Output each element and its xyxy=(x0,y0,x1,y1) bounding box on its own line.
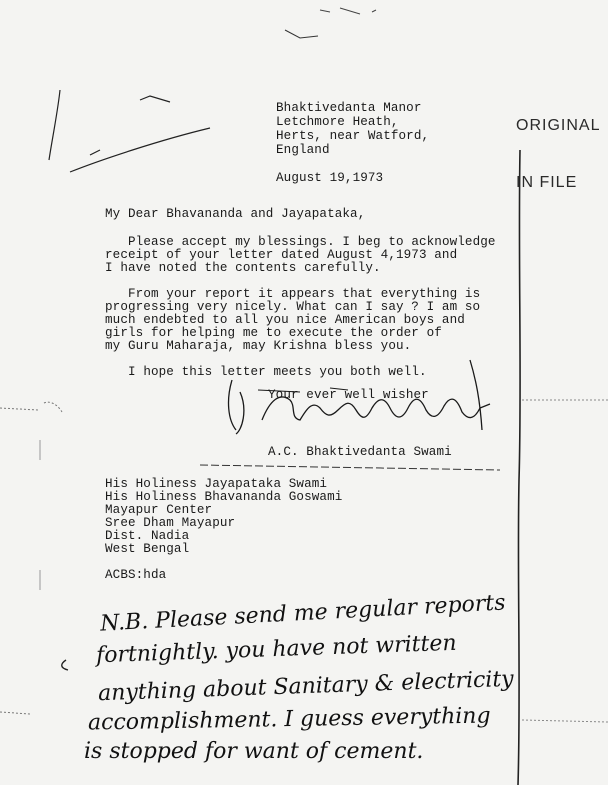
paragraph-2-line-5: my Guru Maharaja, may Krishna bless you. xyxy=(105,339,412,353)
recipient-line-6: West Bengal xyxy=(105,542,190,556)
paragraph-2-line-1: From your report it appears that everything is xyxy=(128,287,481,301)
paragraph-2-line-4: girls for helping me to execute the order of xyxy=(105,326,442,340)
recipient-line-4: Sree Dham Mayapur xyxy=(105,516,236,530)
postscript-line-3: anything about Sanitary & electricity xyxy=(97,666,515,707)
sender-address-line-3: Herts, near Watford, xyxy=(276,129,430,143)
postscript-line-5: is stopped for want of cement. xyxy=(84,739,424,764)
right-margin-marks xyxy=(522,400,608,722)
postscript-line-2: fortnightly. you have not written xyxy=(95,630,457,669)
left-margin-marks xyxy=(0,402,62,412)
top-scribble xyxy=(285,30,318,38)
paragraph-2-line-2: progressing very nicely. What can I say ? I am so xyxy=(105,300,481,314)
left-pen-stroke xyxy=(49,90,60,160)
top-dots xyxy=(320,8,376,14)
closing: Your ever well wisher xyxy=(268,388,429,402)
reference-initials: ACBS:hda xyxy=(105,568,167,582)
recipient-line-2: His Holiness Bhavananda Goswami xyxy=(105,490,343,504)
page-edge-line xyxy=(518,150,520,785)
left-pen-stroke-2 xyxy=(70,96,210,172)
recipient-line-3: Mayapur Center xyxy=(105,503,213,517)
paragraph-3: I hope this letter meets you both well. xyxy=(128,365,427,379)
sender-address-line-2: Letchmore Heath, xyxy=(276,115,399,129)
recipient-line-1: His Holiness Jayapataka Swami xyxy=(105,477,328,491)
sender-address-line-4: England xyxy=(276,143,330,157)
paragraph-2-line-3: much endebted to all you nice American boys and xyxy=(105,313,465,327)
original-in-file-stamp xyxy=(516,78,608,230)
recipient-line-5: Dist. Nadia xyxy=(105,529,190,543)
stamp-line-1: ORIGINAL xyxy=(516,117,601,134)
letter-date: August 19,1973 xyxy=(276,171,384,185)
signature-rule xyxy=(200,465,500,470)
paragraph-1-line-3: I have noted the contents carefully. xyxy=(105,261,381,275)
postscript-line-1: N.B. Please send me regular reports xyxy=(99,590,507,637)
stamp-line-2: IN FILE xyxy=(516,174,578,191)
signature-name: A.C. Bhaktivedanta Swami xyxy=(268,445,452,459)
postscript-line-4: accomplishment. I guess everything xyxy=(87,703,491,736)
sender-address-line-1: Bhaktivedanta Manor xyxy=(276,101,422,115)
paragraph-1-line-2: receipt of your letter dated August 4,1973 and xyxy=(105,248,458,262)
salutation: My Dear Bhavananda and Jayapataka, xyxy=(105,207,366,221)
paragraph-1-line-1: Please accept my blessings. I beg to acknowledge xyxy=(128,235,496,249)
